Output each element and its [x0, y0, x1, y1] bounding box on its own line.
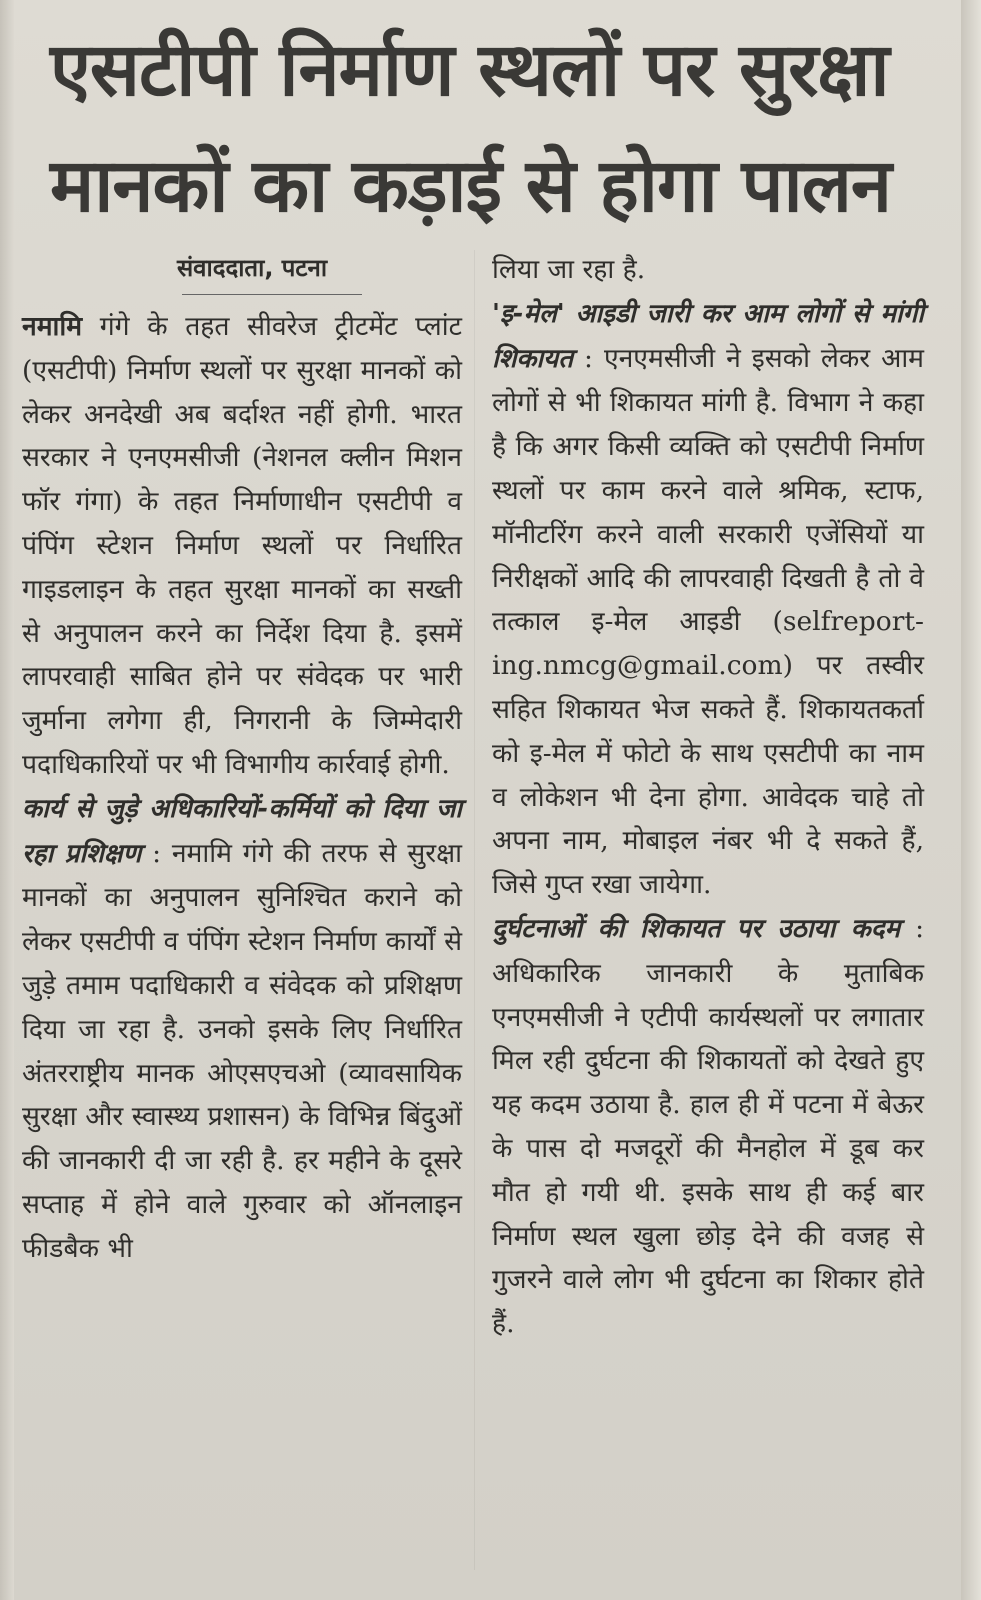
paragraph-accidents	[492, 907, 924, 1346]
paragraph-1-text: गंगे के तहत सीवरेज ट्रीटमेंट प्लांट (एसटीपी) निर्माण स्थलों पर सुरक्षा मानकों को लेकर अनदेखी अब बर्दाश्त नहीं होगी. भारत सरकार ने एनएमसीजी (नेशनल क्लीन मिशन फॉर गंगा) के तहत निर्माणाधीन एसटीपी व पंपिंग स्टेशन निर्माण स्थलों पर निर्धारित गाइडलाइन के तहत सुरक्षा मानकों का सख्ती से अनुपालन करने का निर्देश दिया है. इसमें लापरवाही साबित होने पर संवेदक पर भारी जुर्माना लगेगा ही, निगरानी के जिम्मेदारी पदाधिकारियों पर भी विभागीय कार्रवाई होगी.	[22, 311, 462, 780]
continuation-text: लिया जा रहा है.	[492, 254, 646, 285]
paragraph-4-text: : अधिकारिक जानकारी के मुताबिक एनएमसीजी ने एटीपी कार्यस्थलों पर लगातार मिल रही दुर्घटना की शिकायतों को देखते हुए यह कदम उठाया है. हाल ही में पटना में बेऊर के पास दो मजदूरों की मैनहोल में डूब कर मौत हो गयी थी. इसके साथ ही कई बार निर्माण स्थल खुला छोड़ देने की वजह से गुजरने वाले लोग भी दुर्घटना का शिकार होते हैं.	[492, 912, 924, 1340]
subhead-accidents: दुर्घटनाओं की शिकायत पर उठाया कदम	[492, 913, 901, 944]
column-divider	[474, 250, 475, 1570]
subhead-email: 'इ-मेल' आइडी जारी कर आम लोगों से मांगी शिकायत	[492, 298, 924, 374]
right-column	[492, 248, 924, 1346]
paper-edge-right	[961, 0, 981, 1600]
paragraph-2-text: : नमामि गंगे की तरफ से सुरक्षा मानकों का अनुपालन सुनिश्चित कराने को लेकर एसटीपी व पंपिंग स्टेशन निर्माण कार्यों से जुड़े तमाम पदाधिकारी व संवेदक को प्रशिक्षण दिया जा रहा है. उनको इसके लिए निर्धारित अंतरराष्ट्रीय मानक ओएसएचओ (व्यावसायिक सुरक्षा और स्वास्थ्य प्रशासन) के विभिन्न बिंदुओं की जानकारी दी जा रही है. हर महीने के दूसरे सप्ताह में होने वाले गुरुवार को ऑनलाइन फीडबैक भी	[22, 837, 462, 1264]
paper-edge-left	[0, 0, 14, 1600]
lead-word: नमामि	[22, 311, 83, 342]
paragraph-intro	[22, 305, 462, 787]
left-column	[22, 248, 462, 1271]
headline: एसटीपी निर्माण स्थलों पर सुरक्षा मानकों का कड़ाई से होगा पालन	[50, 27, 891, 229]
byline: संवाददाता, पटना	[176, 254, 328, 282]
byline-rule	[182, 294, 362, 295]
paragraph-training	[22, 787, 462, 1271]
subhead-training: कार्य से जुड़े अधिकारियों-कर्मियों को दिया जा रहा प्रशिक्षण	[22, 793, 462, 869]
paragraph-3-text: : एनएमसीजी ने इसको लेकर आम लोगों से भी शिकायत मांगी है. विभाग ने कहा है कि अगर किसी व्यक्ति को एसटीपी निर्माण स्थलों पर काम करने वाले श्रमिक, स्टाफ, मॉनीटरिंग करने वाली सरकारी एजेंसियों या निरीक्षकों आदि की लापरवाही दिखती है तो वे तत्काल इ-मेल आइडी (selfreport-ing.nmcg@gmail.com) पर तस्वीर सहित शिकायत भेज सकते हैं. शिकायतकर्ता को इ-मेल में फोटो के साथ एसटीपी का नाम व लोकेशन भी देना होगा. आवेदक चाहे तो अपना नाम, मोबाइल नंबर भी दे सकते हैं, जिसे गुप्त रखा जायेगा.	[492, 342, 924, 901]
paragraph-email	[492, 292, 924, 907]
